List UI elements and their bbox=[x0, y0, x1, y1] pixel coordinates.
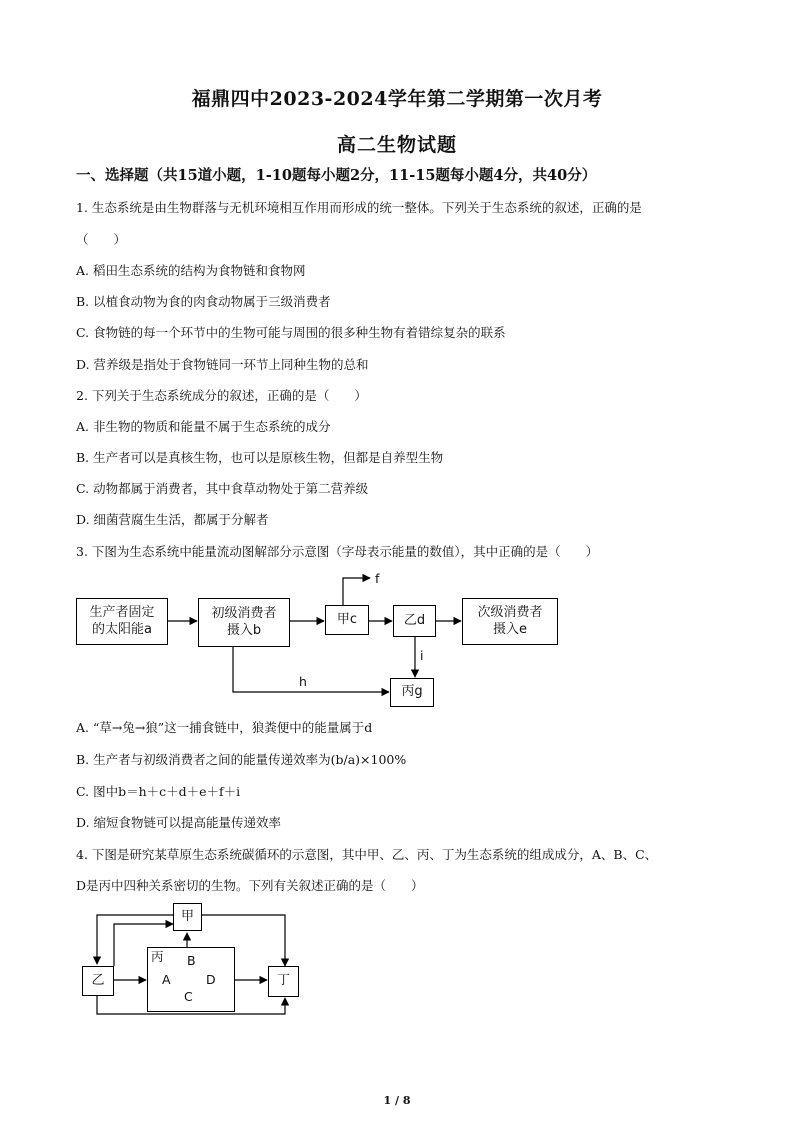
q2-option-b: B. 生产者可以是真核生物，也可以是原核生物，但都是自养型生物 bbox=[76, 450, 444, 465]
q3-option-a: A. “草→兔→狼”这一捕食链中，狼粪便中的能量属于d bbox=[76, 720, 373, 735]
q1-stem-bracket: （ ） bbox=[76, 232, 127, 247]
bing-box: 丙g bbox=[390, 678, 434, 707]
q3-stem: 3. 下图为生态系统中能量流动图解部分示意图（字母表示能量的数值），其中正确的是（ ） bbox=[76, 544, 599, 559]
q2-option-c: C. 动物都属于消费者，其中食草动物处于第二营养级 bbox=[76, 481, 369, 496]
q1-option-c: C. 食物链的每一个环节中的生物可能与周围的很多种生物有着错综复杂的联系 bbox=[76, 325, 506, 340]
arrow-primary-to-bing bbox=[233, 647, 389, 692]
secondary-label-line1: 次级消费者 bbox=[477, 604, 543, 620]
arrow-jia-to-f bbox=[343, 578, 370, 605]
secondary-label-line2: 摄入e bbox=[492, 621, 527, 637]
primary-consumer-box bbox=[198, 598, 290, 647]
producer-box bbox=[76, 598, 168, 645]
q3-option-c: C. 图中b＝h＋c＋d＋e＋f＋i bbox=[76, 784, 241, 799]
q1-option-a: A. 稻田生态系统的结构为食物链和食物网 bbox=[76, 263, 306, 278]
producer-label-line2: 的太阳能a bbox=[92, 621, 152, 637]
page-number: 1 / 8 bbox=[383, 1094, 411, 1107]
q1-option-b: B. 以植食动物为食的肉食动物属于三级消费者 bbox=[76, 294, 331, 309]
q2-stem: 2. 下列关于生态系统成分的叙述，正确的是（ ） bbox=[76, 388, 367, 403]
section-heading: 一、选择题（共15道小题，1-10题每小题2分，11-15题每小题4分，共40分） bbox=[76, 167, 597, 184]
primary-label-line2: 摄入b bbox=[226, 622, 262, 638]
yi-box: 乙d bbox=[393, 605, 436, 637]
label-i: i bbox=[420, 648, 424, 663]
cycle-bing-label: 丙 bbox=[151, 949, 164, 964]
q1-stem: 1. 生态系统是由生物群落与无机环境相互作用而形成的统一整体。下列关于生态系统的叙述，正确的是 bbox=[76, 200, 642, 215]
q3-option-d: D. 缩短食物链可以提高能量传递效率 bbox=[76, 815, 282, 830]
jia-box: 甲c bbox=[325, 605, 369, 635]
organism-a: A bbox=[162, 972, 171, 987]
q4-stem-line2: D是丙中四种关系密切的生物。下列有关叙述正确的是（ ） bbox=[76, 878, 424, 893]
cycle-yi-box: 乙 bbox=[82, 966, 114, 996]
primary-label-line1: 初级消费者 bbox=[211, 605, 277, 621]
q4-stem: 4. 下图是研究某草原生态系统碳循环的示意图，其中甲、乙、丙、丁为生态系统的组成成分，A、B、C、 bbox=[76, 847, 658, 862]
organism-b: B bbox=[187, 953, 196, 968]
exam-title: 福鼎四中2023-2024学年第二学期第一次月考 bbox=[191, 88, 603, 110]
organism-d: D bbox=[206, 972, 216, 987]
label-f: f bbox=[375, 571, 380, 586]
secondary-consumer-box bbox=[462, 598, 558, 645]
q1-option-d: D. 营养级是指处于食物链同一环节上同种生物的总和 bbox=[76, 357, 369, 372]
q3-option-b: B. 生产者与初级消费者之间的能量传递效率为(b/a)×100% bbox=[76, 752, 407, 767]
q2-option-a: A. 非生物的物质和能量不属于生态系统的成分 bbox=[76, 419, 331, 434]
cycle-ding-box: 丁 bbox=[268, 966, 299, 997]
label-h: h bbox=[299, 674, 307, 689]
q2-option-d: D. 细菌营腐生生活，都属于分解者 bbox=[76, 512, 269, 527]
producer-label-line1: 生产者固定 bbox=[89, 604, 155, 620]
exam-subtitle: 高二生物试题 bbox=[336, 134, 457, 156]
organism-c: C bbox=[184, 989, 193, 1004]
cycle-jia-box: 甲 bbox=[173, 903, 202, 931]
